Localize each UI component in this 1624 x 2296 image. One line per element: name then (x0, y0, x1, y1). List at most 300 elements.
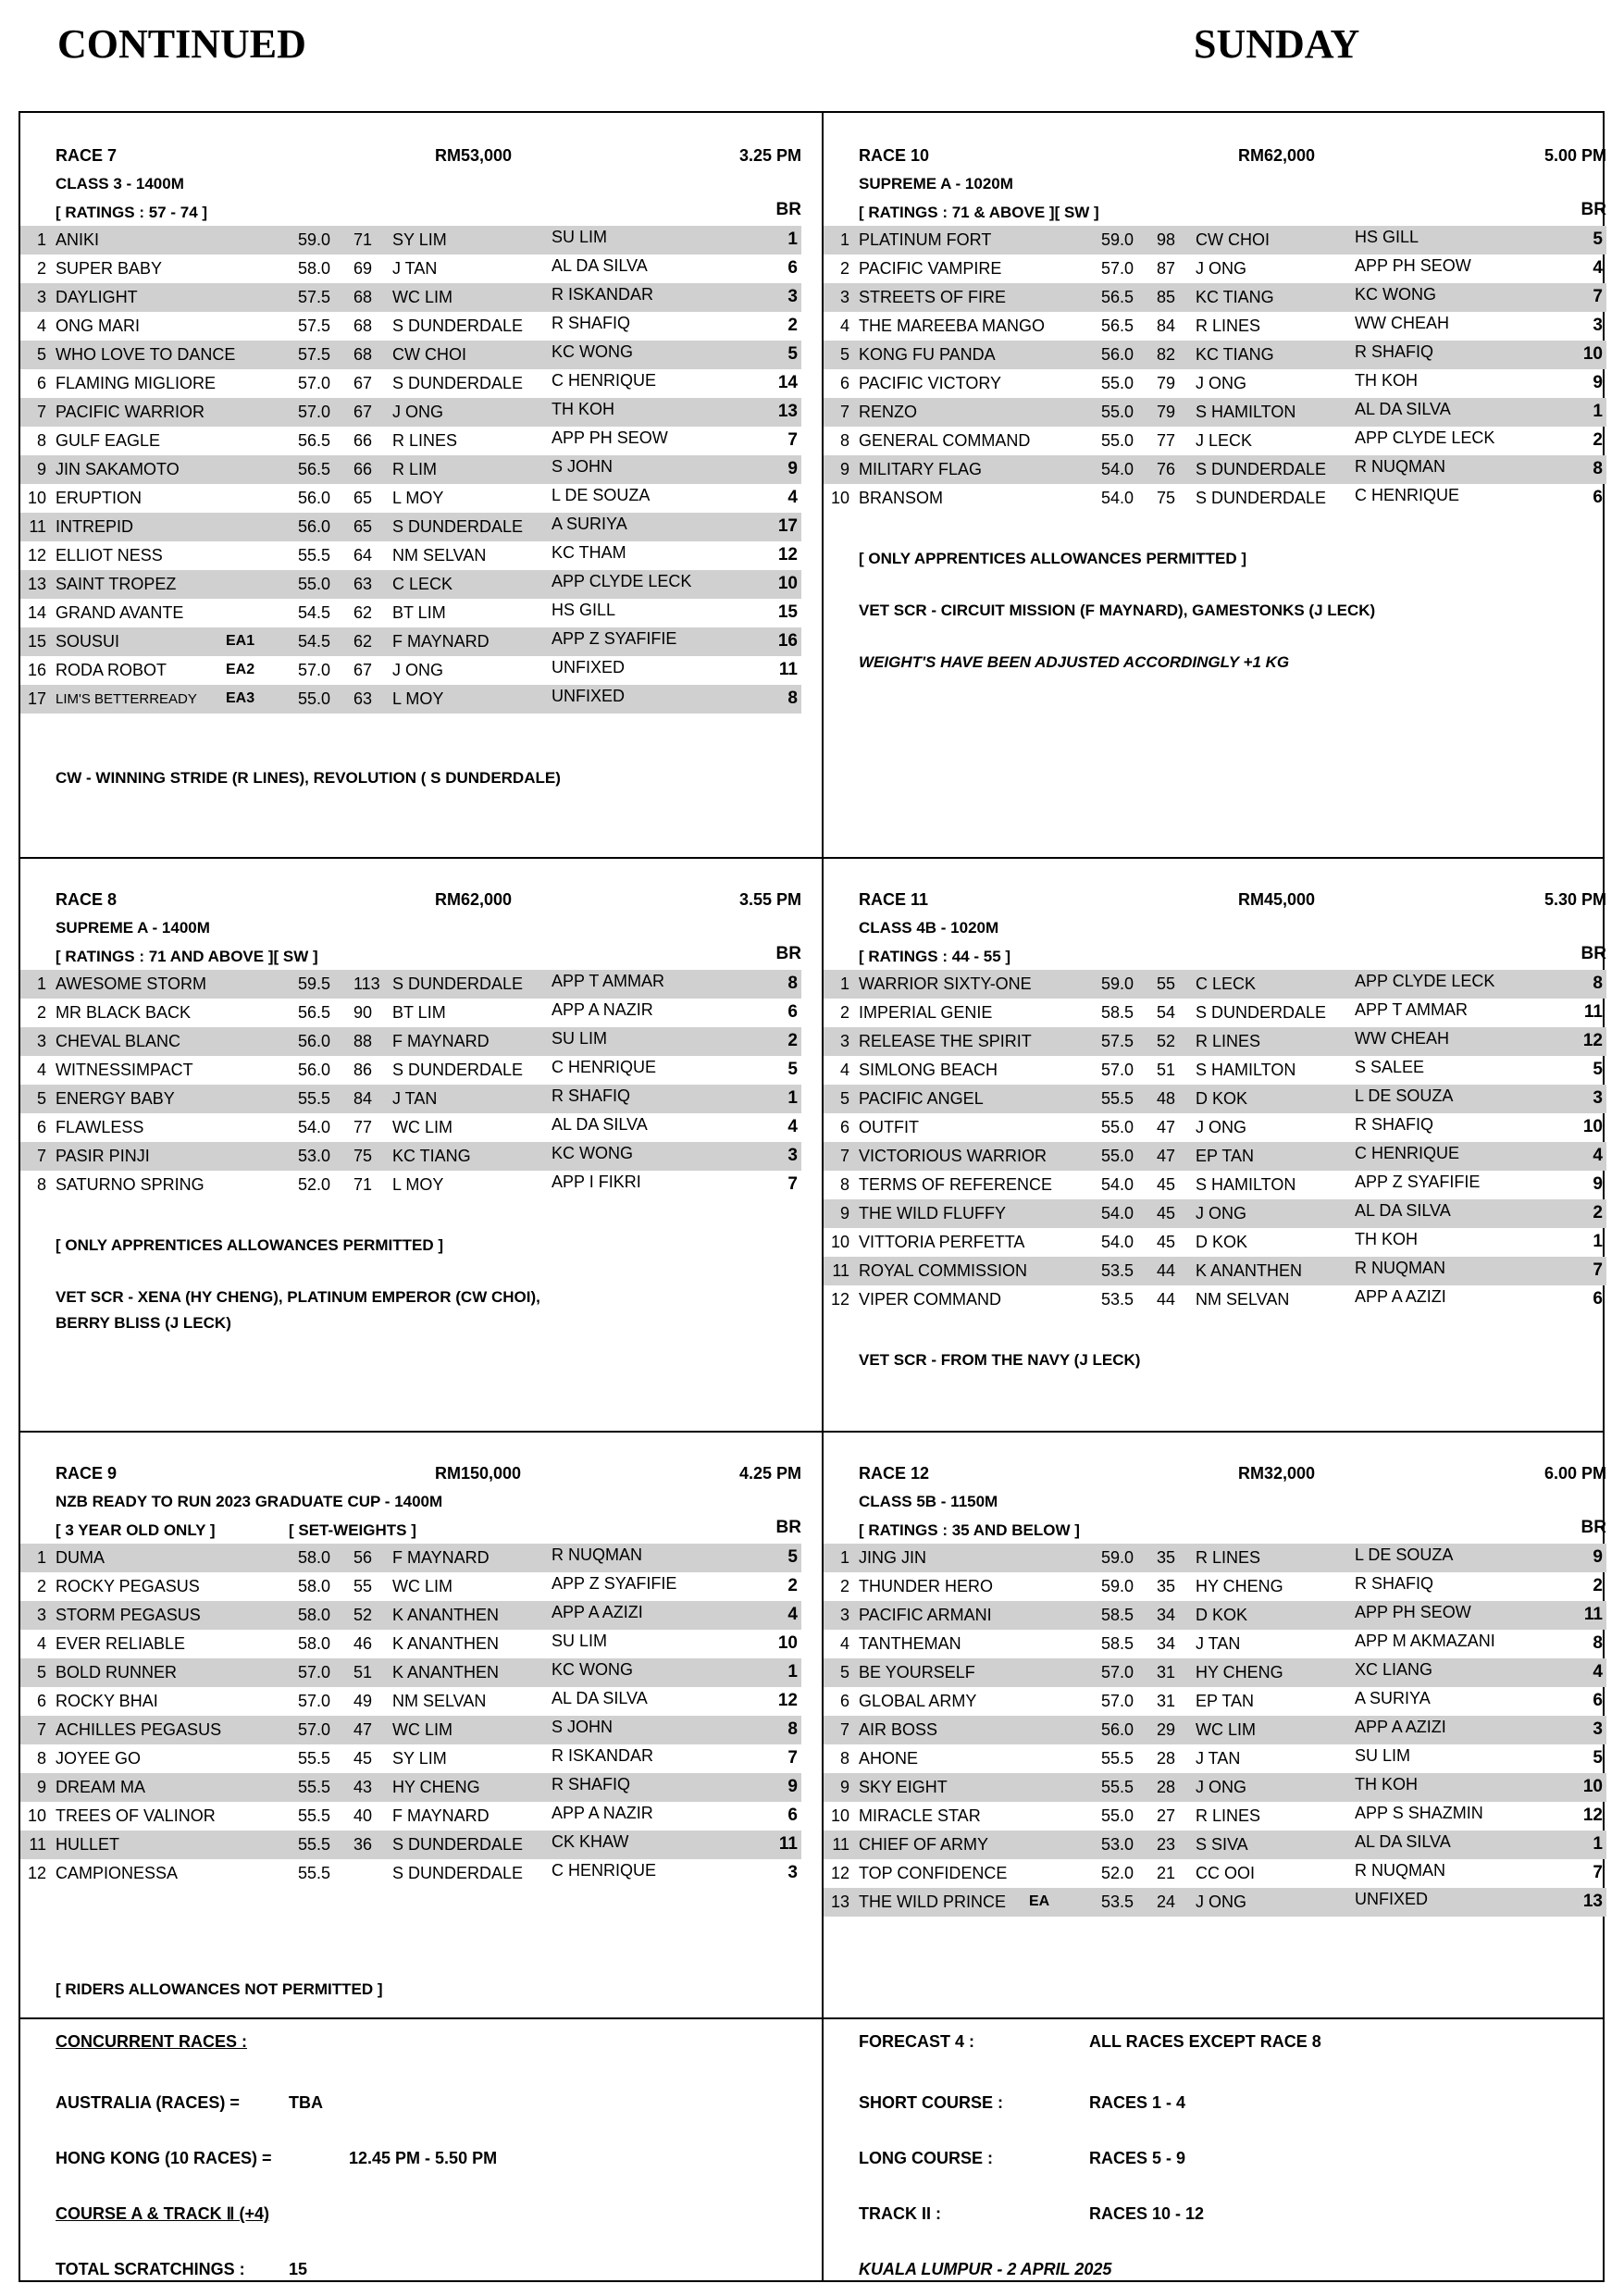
jockey: KC WONG (552, 342, 633, 361)
weight: 55.5 (298, 1778, 331, 1796)
weight: 57.0 (1101, 1663, 1134, 1682)
entry-number: 1 (839, 974, 849, 993)
entry-row (824, 1658, 1606, 1687)
weight: 55.5 (298, 1806, 331, 1825)
horse-name: MR BLACK BACK (56, 1003, 192, 1022)
concurrent-races-title: CONCURRENT RACES : (56, 2032, 247, 2051)
barrier: 2 (1593, 1203, 1603, 1222)
barrier: 8 (787, 974, 798, 993)
horse-name: EVER RELIABLE (56, 1634, 186, 1653)
entry-row (20, 970, 801, 999)
weight: 59.0 (1101, 974, 1134, 993)
entry-number: 10 (830, 1233, 849, 1251)
jockey: UNFIXED (1355, 1890, 1429, 1908)
entry-row (20, 627, 801, 656)
entry-row (20, 1630, 801, 1658)
weight: 57.5 (298, 345, 331, 364)
header-day: SUNDAY (1194, 21, 1360, 67)
horse-name: SUPER BABY (56, 259, 163, 278)
trainer: S HAMILTON (1196, 403, 1296, 421)
barrier: 3 (1593, 316, 1603, 335)
race-class: SUPREME A - 1400M (56, 919, 210, 937)
ratings-text: [ RATINGS : 71 AND ABOVE ][ SW ] (56, 948, 318, 965)
horse-name: INTREPID (56, 517, 134, 536)
entry-number: 7 (839, 1720, 849, 1739)
barrier: 1 (1593, 1232, 1603, 1251)
entry-number: 8 (36, 1749, 46, 1768)
barrier: 11 (1583, 1002, 1603, 1022)
weight: 58.0 (298, 1548, 331, 1567)
jockey: C HENRIQUE (1355, 1144, 1460, 1162)
trainer: L MOY (392, 1175, 444, 1194)
weight: 57.0 (298, 403, 331, 421)
weight: 55.0 (298, 575, 331, 593)
rating: 63 (353, 575, 373, 593)
barrier: 15 (777, 602, 798, 622)
race-note: [ ONLY APPRENTICES ALLOWANCES PERMITTED ] (56, 1236, 444, 1254)
horse-name: WARRIOR SIXTY-ONE (859, 974, 1032, 993)
horse-name: THE WILD PRINCE (859, 1893, 1007, 1911)
jockey: APP CLYDE LECK (1355, 972, 1495, 990)
barrier: 2 (787, 1031, 798, 1050)
entry-number: 6 (36, 374, 46, 392)
trainer: J ONG (1196, 374, 1247, 392)
race-note: [ RIDERS ALLOWANCES NOT PERMITTED ] (56, 1980, 383, 1998)
entry-number: 3 (36, 1032, 46, 1050)
barrier: 13 (777, 402, 798, 421)
trainer: WC LIM (392, 288, 452, 306)
entry-row (20, 1687, 801, 1716)
entry-row (824, 312, 1606, 341)
jockey: APP CLYDE LECK (552, 572, 692, 590)
trainer: J ONG (1196, 259, 1247, 278)
entry-number: 4 (839, 316, 849, 335)
place-date: KUALA LUMPUR - 2 APRIL 2025 (859, 2260, 1112, 2278)
horse-name: ACHILLES PEGASUS (56, 1720, 222, 1739)
weight: 57.0 (298, 374, 331, 392)
entry-row (824, 1544, 1606, 1572)
barrier: 8 (787, 689, 798, 708)
weight: 56.0 (298, 517, 331, 536)
trainer: WC LIM (392, 1118, 452, 1136)
trainer: K ANANTHEN (1196, 1261, 1303, 1280)
spacer (824, 1314, 1606, 1347)
jockey: AL DA SILVA (552, 1689, 648, 1707)
entry-number: 9 (36, 460, 46, 478)
weight: 59.0 (298, 230, 331, 249)
horse-name: JING JIN (859, 1548, 927, 1567)
rating: 29 (1157, 1720, 1176, 1739)
jockey: APP I FIKRI (552, 1173, 641, 1191)
weight: 55.0 (1101, 1147, 1134, 1165)
ratings-text: [ RATINGS : 71 & ABOVE ][ SW ] (859, 204, 1099, 221)
rating: 51 (1157, 1061, 1176, 1079)
horse-name: TERMS OF REFERENCE (859, 1175, 1053, 1194)
entry-row (824, 1142, 1606, 1171)
entry-row (824, 1228, 1606, 1257)
trainer: KC TIANG (1196, 345, 1274, 364)
entry-row (20, 1113, 801, 1142)
jockey: APP PH SEOW (1355, 1603, 1471, 1621)
rating: 55 (353, 1577, 373, 1595)
barrier-header: BR (775, 1518, 801, 1537)
barrier: 7 (1593, 287, 1603, 306)
entry-number: 8 (839, 1749, 849, 1768)
entry-row (20, 685, 801, 714)
trainer: K ANANTHEN (392, 1606, 500, 1624)
horse-name: DREAM MA (56, 1778, 146, 1796)
rating: 67 (353, 374, 373, 392)
jockey: A SURIYA (552, 515, 627, 533)
barrier: 8 (1593, 459, 1603, 478)
weight: 57.0 (1101, 1061, 1134, 1079)
horse-name: FLAWLESS (56, 1118, 144, 1136)
jockey: KC WONG (552, 1660, 633, 1679)
barrier-header: BR (1581, 944, 1606, 963)
entry-number: 5 (36, 1663, 46, 1682)
entry-number: 5 (36, 1089, 46, 1108)
barrier: 6 (787, 1806, 798, 1825)
entry-number: 17 (27, 689, 46, 708)
jockey: L DE SOUZA (1355, 1545, 1454, 1564)
horse-name: ROCKY BHAI (56, 1692, 158, 1710)
jockey: R SHAFIQ (1355, 1574, 1434, 1593)
weight: 58.0 (298, 1634, 331, 1653)
entry-row (20, 312, 801, 341)
horse-name: PACIFIC WARRIOR (56, 403, 205, 421)
jockey: R NUQMAN (1355, 1259, 1445, 1277)
race-header (824, 885, 1606, 914)
race-note: VET SCR - FROM THE NAVY (J LECK) (859, 1351, 1141, 1369)
weight: 56.5 (298, 1003, 331, 1022)
race-ratings (824, 198, 1606, 226)
horse-name: VIPER COMMAND (859, 1290, 1002, 1309)
rating: 68 (353, 316, 373, 335)
entry-number: 10 (830, 1806, 849, 1825)
barrier: 12 (777, 545, 798, 565)
trainer: L MOY (392, 689, 444, 708)
rating: 52 (1157, 1032, 1176, 1050)
barrier: 12 (777, 1691, 798, 1710)
long-course-value: RACES 5 - 9 (1089, 2149, 1186, 2167)
horse-name: TREES OF VALINOR (56, 1806, 216, 1825)
horse-name: RODA ROBOT (56, 661, 167, 679)
barrier: 8 (1593, 974, 1603, 993)
barrier: 11 (778, 1834, 798, 1854)
jockey: R NUQMAN (1355, 1861, 1445, 1880)
horse-name: ROCKY PEGASUS (56, 1577, 200, 1595)
trainer: EP TAN (1196, 1692, 1255, 1710)
race-note: VET SCR - XENA (HY CHENG), PLATINUM EMPEROR (CW CHOI), (56, 1288, 540, 1306)
weight: 54.5 (298, 632, 331, 651)
entry-number: 3 (839, 1606, 849, 1624)
trainer: S DUNDERDALE (1196, 460, 1327, 478)
entry-number: 2 (839, 259, 849, 278)
entry-number: 12 (830, 1290, 849, 1309)
barrier: 7 (1593, 1863, 1603, 1882)
horse-name: THUNDER HERO (859, 1577, 994, 1595)
barrier: 6 (787, 1002, 798, 1022)
rating: 31 (1157, 1663, 1176, 1682)
jockey: APP PH SEOW (1355, 256, 1471, 275)
rating: 36 (353, 1835, 373, 1854)
trainer: S DUNDERDALE (392, 1864, 524, 1882)
weight: 58.5 (1101, 1606, 1134, 1624)
entry-row (824, 1113, 1606, 1142)
race-class: NZB READY TO RUN 2023 GRADUATE CUP - 1400M (56, 1493, 443, 1510)
horse-name: WHO LOVE TO DANCE (56, 345, 236, 364)
horse-name: GRAND AVANTE (56, 603, 184, 622)
jockey: TH KOH (552, 400, 615, 418)
barrier: 9 (787, 1777, 798, 1796)
horse-name: IMPERIAL GENIE (859, 1003, 993, 1022)
rating: 67 (353, 661, 373, 679)
jockey: APP PH SEOW (552, 428, 668, 447)
horse-name: BOLD RUNNER (56, 1663, 178, 1682)
horse-name: CHIEF OF ARMY (859, 1835, 989, 1854)
entry-row (20, 398, 801, 427)
weight: 55.0 (1101, 403, 1134, 421)
horse-name: PACIFIC ARMANI (859, 1606, 992, 1624)
entry-row (824, 1199, 1606, 1228)
trainer: R LINES (1196, 1548, 1261, 1567)
entry-number: 7 (36, 1147, 46, 1165)
horse-name: FLAMING MIGLIORE (56, 374, 217, 392)
rating: 49 (353, 1692, 373, 1710)
race-class: CLASS 4B - 1020M (859, 919, 999, 937)
jockey: C HENRIQUE (552, 1058, 657, 1076)
barrier: 9 (1593, 373, 1603, 392)
trainer: R LINES (1196, 1032, 1261, 1050)
trainer: K ANANTHEN (392, 1663, 500, 1682)
jockey: L DE SOUZA (1355, 1086, 1454, 1105)
entry-number: 5 (36, 345, 46, 364)
race-prize: RM53,000 (435, 146, 513, 165)
jockey: APP Z SYAFIFIE (552, 629, 677, 648)
header-continued: CONTINUED (57, 21, 306, 67)
rating: 64 (353, 546, 373, 565)
barrier: 1 (787, 230, 798, 249)
rating: 28 (1157, 1749, 1176, 1768)
barrier: 7 (787, 430, 798, 450)
ratings-text: [ RATINGS : 35 AND BELOW ] (859, 1521, 1080, 1539)
rating: 71 (353, 230, 373, 249)
rating: 55 (1157, 974, 1176, 993)
entry-number: 2 (36, 1577, 46, 1595)
entry-row (824, 1744, 1606, 1773)
race-prize: RM62,000 (1238, 146, 1316, 165)
entry-row (20, 541, 801, 570)
barrier: 2 (1593, 1576, 1603, 1595)
rating: 68 (353, 288, 373, 306)
barrier: 6 (1593, 1289, 1603, 1309)
weight: 59.0 (1101, 1548, 1134, 1567)
entry-number: 5 (839, 1089, 849, 1108)
race-note: CW - WINNING STRIDE (R LINES), REVOLUTION ( S DUNDERDALE) (56, 769, 561, 787)
entry-number: 9 (839, 460, 849, 478)
spacer (20, 1199, 801, 1233)
race-panel (20, 885, 801, 1336)
entry-row (20, 1658, 801, 1687)
entry-number: 9 (839, 1778, 849, 1796)
entry-number: 7 (36, 1720, 46, 1739)
weight: 55.0 (1101, 1118, 1134, 1136)
barrier: 7 (787, 1174, 798, 1194)
entry-row (824, 1085, 1606, 1113)
weight: 58.0 (298, 1577, 331, 1595)
weight: 55.5 (298, 1749, 331, 1768)
entry-row (824, 1687, 1606, 1716)
barrier: 4 (787, 1605, 798, 1624)
barrier-header: BR (1581, 1518, 1606, 1537)
weight: 59.5 (298, 974, 331, 993)
trainer: CC OOI (1196, 1864, 1256, 1882)
entry-number: 2 (839, 1003, 849, 1022)
weight: 56.5 (1101, 316, 1134, 335)
barrier: 3 (1593, 1719, 1603, 1739)
horse-name: DAYLIGHT (56, 288, 138, 306)
race-prize: RM150,000 (435, 1464, 522, 1483)
trainer: S DUNDERDALE (392, 974, 524, 993)
race-ratings (20, 1516, 801, 1544)
emergency-acceptor: EA3 (226, 690, 255, 706)
entry-row (824, 970, 1606, 999)
trainer: J ONG (1196, 1893, 1247, 1911)
rating: 27 (1157, 1806, 1176, 1825)
rating: 90 (353, 1003, 373, 1022)
weight: 56.0 (298, 1032, 331, 1050)
trainer: HY CHENG (1196, 1577, 1283, 1595)
race-class: CLASS 5B - 1150M (859, 1493, 998, 1510)
entry-row (20, 427, 801, 455)
rating: 44 (1157, 1261, 1176, 1280)
barrier: 16 (777, 631, 798, 651)
trainer: BT LIM (392, 1003, 446, 1022)
jockey: KC THAM (552, 543, 626, 562)
trainer: J TAN (392, 259, 438, 278)
entry-row (20, 455, 801, 484)
trainer: S DUNDERDALE (392, 316, 524, 335)
entry-row (20, 1802, 801, 1831)
entry-number: 10 (27, 489, 46, 507)
entry-row (824, 1601, 1606, 1630)
trainer: C LECK (392, 575, 453, 593)
barrier: 4 (1593, 1146, 1603, 1165)
entry-number: 13 (830, 1893, 849, 1911)
entry-number: 9 (36, 1778, 46, 1796)
rating: 45 (1157, 1204, 1176, 1222)
race-header (824, 141, 1606, 170)
weight: 55.5 (298, 1089, 331, 1108)
weight: 57.5 (298, 288, 331, 306)
horse-name: TOP CONFIDENCE (859, 1864, 1008, 1882)
entry-number: 6 (839, 1692, 849, 1710)
barrier: 11 (1583, 1605, 1603, 1624)
race-time: 5.30 PM (1543, 890, 1606, 909)
entry-row (824, 427, 1606, 455)
barrier: 7 (787, 1748, 798, 1768)
horse-name: BE YOURSELF (859, 1663, 975, 1682)
horse-name: GENERAL COMMAND (859, 431, 1031, 450)
weight: 55.0 (298, 689, 331, 708)
entry-number: 4 (36, 1634, 46, 1653)
trainer: CW CHOI (392, 345, 466, 364)
barrier: 3 (787, 1146, 798, 1165)
entry-row (20, 1831, 801, 1859)
entry-row (20, 369, 801, 398)
jockey: R SHAFIQ (552, 314, 631, 332)
trainer: WC LIM (392, 1720, 452, 1739)
ratings-text: [ 3 YEAR OLD ONLY ] (56, 1521, 216, 1539)
rating: 85 (1157, 288, 1176, 306)
jockey: TH KOH (1355, 1775, 1419, 1793)
rating: 40 (353, 1806, 373, 1825)
rating: 46 (353, 1634, 373, 1653)
jockey: SU LIM (552, 1029, 608, 1048)
entry-number: 1 (36, 1548, 46, 1567)
jockey: APP M AKMAZANI (1355, 1632, 1495, 1650)
barrier: 10 (1582, 1777, 1603, 1796)
entry-row (20, 1027, 801, 1056)
entry-row (824, 999, 1606, 1027)
entry-number: 6 (36, 1692, 46, 1710)
entry-number: 3 (839, 1032, 849, 1050)
trainer: J ONG (392, 403, 444, 421)
rating: 65 (353, 489, 373, 507)
weight: 53.5 (1101, 1261, 1134, 1280)
entry-number: 6 (36, 1118, 46, 1136)
horse-name: SKY EIGHT (859, 1778, 948, 1796)
long-course-label: LONG COURSE : (859, 2149, 994, 2167)
weight: 55.0 (1101, 1806, 1134, 1825)
jockey: UNFIXED (552, 687, 626, 705)
weight: 55.5 (298, 1864, 331, 1882)
race-prize: RM62,000 (435, 890, 513, 909)
race-number: RACE 11 (859, 890, 929, 909)
entry-number: 1 (839, 1548, 849, 1567)
weight: 54.0 (1101, 1233, 1134, 1251)
entry-number: 6 (839, 374, 849, 392)
barrier: 9 (1593, 1547, 1603, 1567)
entry-row (824, 1257, 1606, 1285)
total-scratchings-label: TOTAL SCRATCHINGS : (56, 2260, 245, 2278)
trainer: D KOK (1196, 1606, 1248, 1624)
trainer: K ANANTHEN (392, 1634, 500, 1653)
rating: 35 (1157, 1548, 1176, 1567)
entry-number: 4 (36, 1061, 46, 1079)
entry-number: 10 (830, 489, 849, 507)
trainer: HY CHENG (392, 1778, 480, 1796)
rating: 47 (1157, 1118, 1176, 1136)
race-number: RACE 9 (56, 1464, 118, 1483)
trainer: L MOY (392, 489, 444, 507)
race-prize: RM45,000 (1238, 890, 1316, 909)
entry-number: 7 (36, 403, 46, 421)
entry-row (824, 1773, 1606, 1802)
trainer: F MAYNARD (392, 1548, 490, 1567)
race-ratings (824, 1516, 1606, 1544)
entry-row (824, 254, 1606, 283)
horse-name: ELLIOT NESS (56, 546, 163, 565)
race-class: CLASS 3 - 1400M (56, 175, 184, 192)
rating: 82 (1157, 345, 1176, 364)
race-panel (20, 141, 801, 791)
jockey: TH KOH (1355, 371, 1419, 390)
trainer: R LINES (392, 431, 458, 450)
weight: 55.5 (1101, 1749, 1134, 1768)
entry-row (20, 513, 801, 541)
trainer: S DUNDERDALE (392, 1061, 524, 1079)
